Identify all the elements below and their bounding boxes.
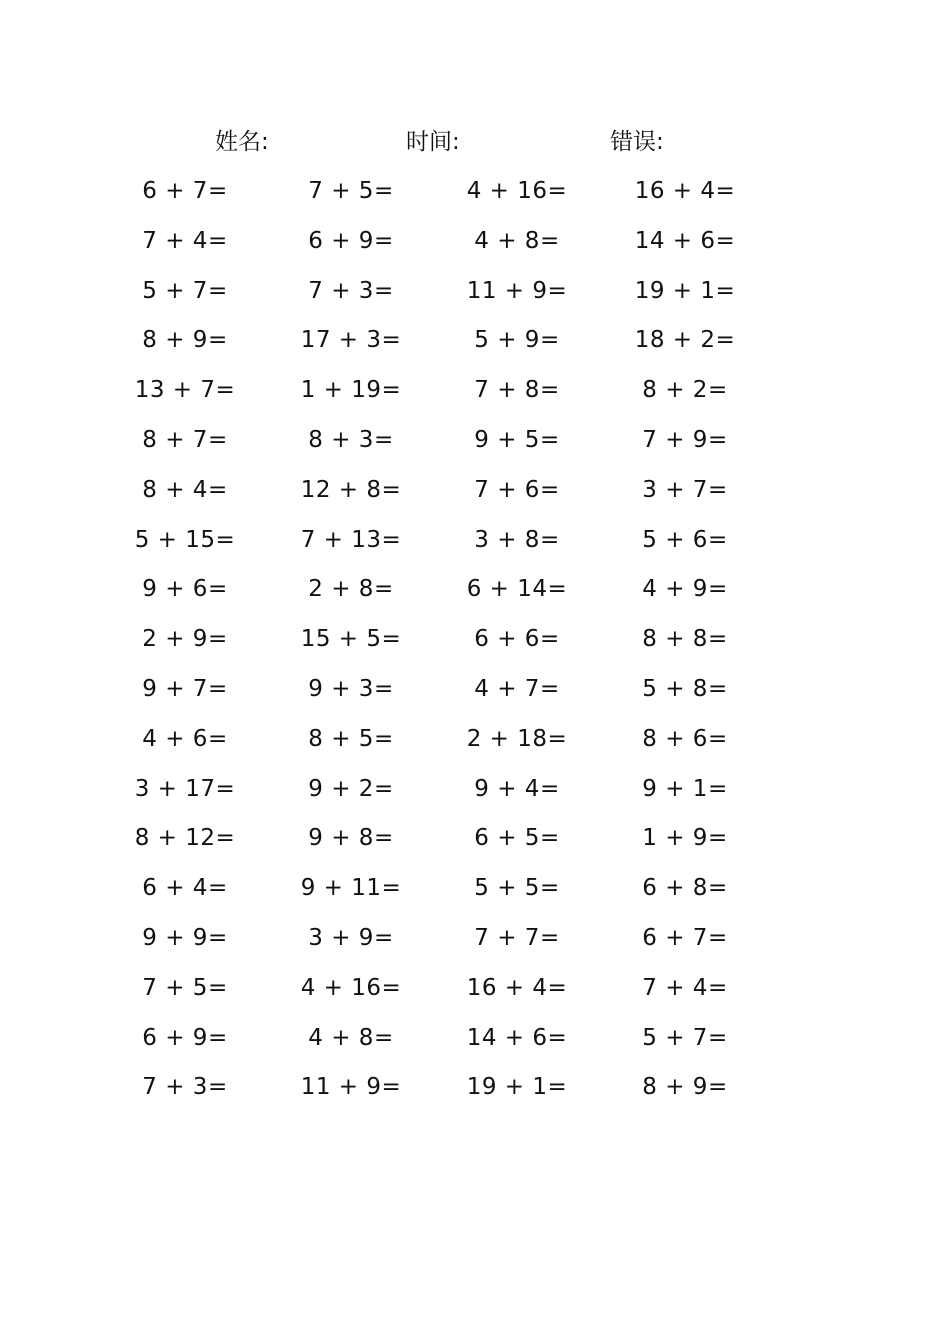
problem-r18-c2: 4 + 8= xyxy=(308,1024,394,1051)
problem-r17-c3: 16 + 4= xyxy=(466,974,568,1001)
problem-r4-c1: 8 + 9= xyxy=(142,327,228,354)
problem-r6-c4: 7 + 9= xyxy=(642,427,728,453)
problem-r6-c1: 8 + 7= xyxy=(142,427,228,453)
problem-r1-c4: 16 + 4= xyxy=(634,178,736,204)
problem-r18-c3: 14 + 6= xyxy=(466,1024,568,1051)
problem-r19-c1: 7 + 3= xyxy=(142,1074,228,1101)
errors-label: 错误: xyxy=(610,129,664,155)
problem-r8-c3: 3 + 8= xyxy=(474,526,560,553)
problem-r5-c1: 13 + 7= xyxy=(134,377,236,404)
problem-r3-c4: 19 + 1= xyxy=(634,277,736,304)
problem-r13-c4: 9 + 1= xyxy=(642,775,728,802)
problem-r2-c1: 7 + 4= xyxy=(142,227,228,254)
problem-r14-c1: 8 + 12= xyxy=(134,825,236,852)
problem-r1-c1: 6 + 7= xyxy=(142,178,228,204)
problem-r14-c2: 9 + 8= xyxy=(308,825,394,852)
problem-r10-c1: 2 + 9= xyxy=(142,626,228,653)
problem-r11-c3: 4 + 7= xyxy=(474,676,560,702)
problem-r2-c2: 6 + 9= xyxy=(308,227,394,254)
problem-r15-c1: 6 + 4= xyxy=(142,875,228,902)
problem-r10-c2: 15 + 5= xyxy=(300,626,402,653)
problem-r15-c2: 9 + 11= xyxy=(300,875,402,902)
problem-r8-c1: 5 + 15= xyxy=(134,526,236,553)
problem-r4-c2: 17 + 3= xyxy=(300,327,402,354)
problem-r19-c3: 19 + 1= xyxy=(466,1074,568,1101)
problem-r16-c2: 3 + 9= xyxy=(308,925,394,951)
problem-r17-c2: 4 + 16= xyxy=(300,974,402,1001)
problem-r11-c2: 9 + 3= xyxy=(308,676,394,702)
problem-r4-c3: 5 + 9= xyxy=(474,327,560,354)
problem-r2-c4: 14 + 6= xyxy=(634,227,736,254)
problem-r12-c2: 8 + 5= xyxy=(308,725,394,752)
problem-r10-c4: 8 + 8= xyxy=(642,626,728,653)
problem-r1-c3: 4 + 16= xyxy=(466,178,568,204)
problem-r8-c2: 7 + 13= xyxy=(300,526,402,553)
problem-r1-c2: 7 + 5= xyxy=(308,178,394,204)
problem-r12-c4: 8 + 6= xyxy=(642,725,728,752)
problem-r3-c3: 11 + 9= xyxy=(466,277,568,304)
problem-r16-c1: 9 + 9= xyxy=(142,925,228,951)
problem-r13-c2: 9 + 2= xyxy=(308,775,394,802)
problem-r16-c4: 6 + 7= xyxy=(642,925,728,951)
problem-r12-c1: 4 + 6= xyxy=(142,725,228,752)
problem-r16-c3: 7 + 7= xyxy=(474,925,560,951)
problem-r3-c1: 5 + 7= xyxy=(142,277,228,304)
problem-r14-c4: 1 + 9= xyxy=(642,825,728,852)
problem-r15-c3: 5 + 5= xyxy=(474,875,560,902)
problem-r5-c4: 8 + 2= xyxy=(642,377,728,404)
problem-r15-c4: 6 + 8= xyxy=(642,875,728,902)
problem-r7-c4: 3 + 7= xyxy=(642,476,728,503)
problem-r4-c4: 18 + 2= xyxy=(634,327,736,354)
problem-r7-c3: 7 + 6= xyxy=(474,476,560,503)
problem-r3-c2: 7 + 3= xyxy=(308,277,394,304)
problem-r7-c2: 12 + 8= xyxy=(300,476,402,503)
problem-r13-c1: 3 + 17= xyxy=(134,775,236,802)
problem-r11-c4: 5 + 8= xyxy=(642,676,728,702)
problem-r18-c1: 6 + 9= xyxy=(142,1024,228,1051)
problem-r6-c3: 9 + 5= xyxy=(474,427,560,453)
problem-r5-c2: 1 + 19= xyxy=(300,377,402,404)
problem-r18-c4: 5 + 7= xyxy=(642,1024,728,1051)
problem-r9-c4: 4 + 9= xyxy=(642,576,728,603)
problem-r13-c3: 9 + 4= xyxy=(474,775,560,802)
time-label: 时间: xyxy=(406,129,460,155)
problem-r17-c4: 7 + 4= xyxy=(642,974,728,1001)
problem-r11-c1: 9 + 7= xyxy=(142,676,228,702)
problem-r6-c2: 8 + 3= xyxy=(308,427,394,453)
problem-r14-c3: 6 + 5= xyxy=(474,825,560,852)
problem-r9-c2: 2 + 8= xyxy=(308,576,394,603)
problem-r8-c4: 5 + 6= xyxy=(642,526,728,553)
problem-r19-c2: 11 + 9= xyxy=(300,1074,402,1101)
problem-r9-c3: 6 + 14= xyxy=(466,576,568,603)
problem-r17-c1: 7 + 5= xyxy=(142,974,228,1001)
name-label: 姓名: xyxy=(215,129,269,155)
problem-r12-c3: 2 + 18= xyxy=(466,725,568,752)
problem-r7-c1: 8 + 4= xyxy=(142,476,228,503)
problem-r10-c3: 6 + 6= xyxy=(474,626,560,653)
problem-r5-c3: 7 + 8= xyxy=(474,377,560,404)
problem-r9-c1: 9 + 6= xyxy=(142,576,228,603)
problem-r2-c3: 4 + 8= xyxy=(474,227,560,254)
problem-r19-c4: 8 + 9= xyxy=(642,1074,728,1101)
